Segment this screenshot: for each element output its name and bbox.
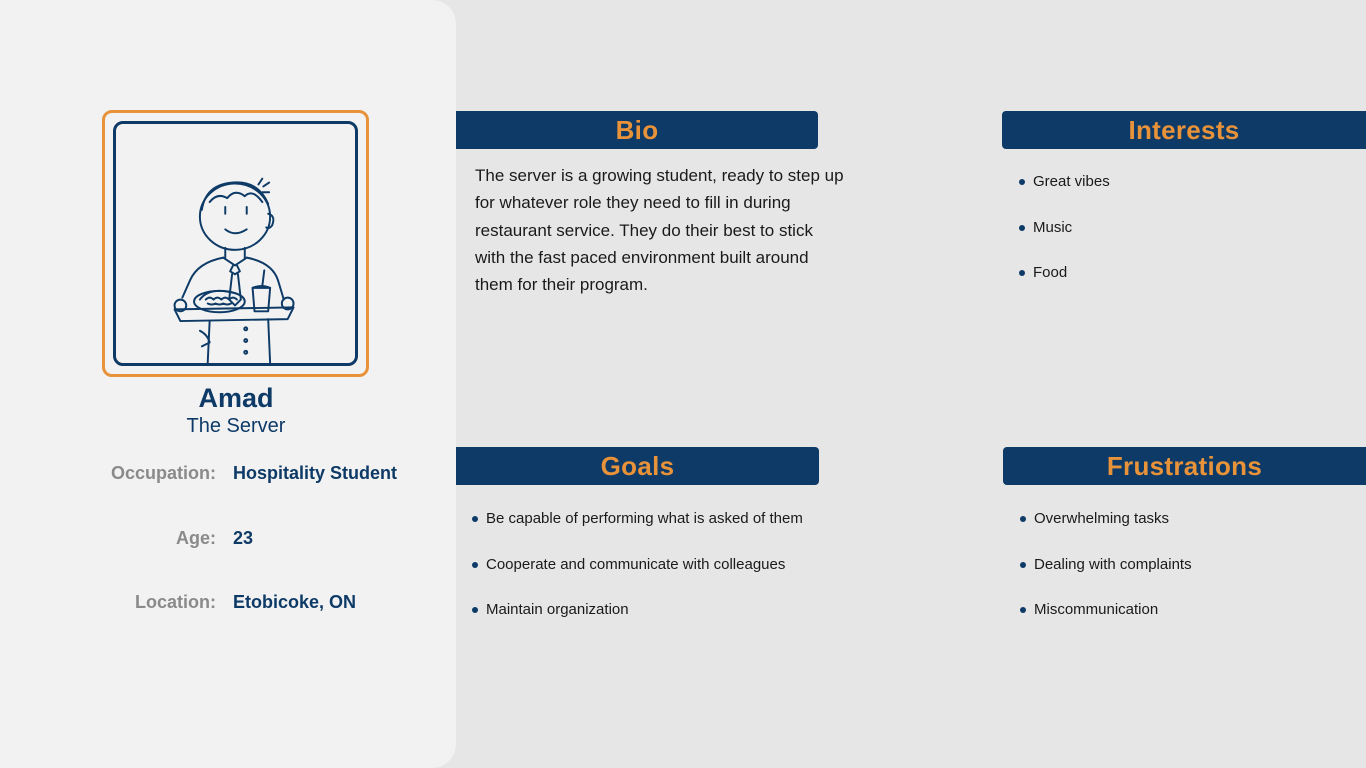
bullet-dot-icon: [1020, 607, 1026, 613]
bullet-dot-icon: [1019, 179, 1025, 185]
list-item: [1019, 263, 1110, 309]
bullet-dot-icon: [472, 562, 478, 568]
detail-row-location: [0, 592, 456, 616]
bullet-dot-icon: [1019, 225, 1025, 231]
interests-header: Interests: [1002, 111, 1366, 149]
persona-name: Amad: [198, 383, 274, 413]
list-item: [472, 600, 803, 646]
interests-list: [1019, 172, 1110, 309]
goals-header: Goals: [456, 447, 819, 485]
persona-role: The Server: [186, 415, 286, 437]
location-label: Location:: [135, 592, 216, 612]
server-illustration: [116, 124, 355, 363]
avatar: [113, 121, 358, 366]
list-item: [1020, 600, 1192, 646]
interest-text: Music: [1033, 218, 1073, 236]
bio-header: Bio: [456, 111, 818, 149]
frustration-text: Miscommunication: [1034, 601, 1159, 618]
bullet-dot-icon: [1019, 270, 1025, 276]
frustration-text: Overwhelming tasks: [1034, 510, 1170, 527]
frustrations-header: Frustrations: [1003, 447, 1366, 485]
occupation-value: Hospitality Student: [233, 463, 398, 483]
goal-text: Maintain organization: [486, 601, 629, 618]
frustrations-list: [1020, 509, 1192, 646]
list-item: [472, 555, 803, 601]
list-item: [1019, 218, 1110, 264]
bullet-dot-icon: [472, 516, 478, 522]
goals-list: [472, 509, 803, 646]
detail-row-age: [0, 528, 456, 552]
list-item: [472, 509, 803, 555]
frustration-text: Dealing with complaints: [1034, 555, 1192, 573]
bullet-dot-icon: [1020, 562, 1026, 568]
interest-text: Food: [1033, 264, 1068, 281]
list-item: [1020, 509, 1192, 555]
list-item: [1020, 555, 1192, 601]
detail-row-occupation: [0, 463, 456, 487]
age-label: Age:: [176, 528, 216, 548]
bullet-dot-icon: [1020, 516, 1026, 522]
list-item: [1019, 172, 1110, 218]
occupation-label: Occupation:: [110, 463, 216, 483]
interest-text: Great vibes: [1033, 173, 1110, 190]
bullet-dot-icon: [472, 607, 478, 613]
bio-text: The server is a growing student, ready to step up for whatever role they need to fill in during restaurant service. They do their best to stick with the fast paced environment built around them for their program.: [475, 166, 844, 295]
profile-panel: [0, 0, 456, 768]
age-value: 23: [233, 528, 254, 548]
goal-text: Be capable of performing what is asked of them: [486, 510, 803, 527]
location-value: Etobicoke, ON: [233, 592, 357, 612]
goal-text: Cooperate and communicate with colleagues: [486, 555, 786, 573]
avatar-frame: [102, 110, 369, 377]
